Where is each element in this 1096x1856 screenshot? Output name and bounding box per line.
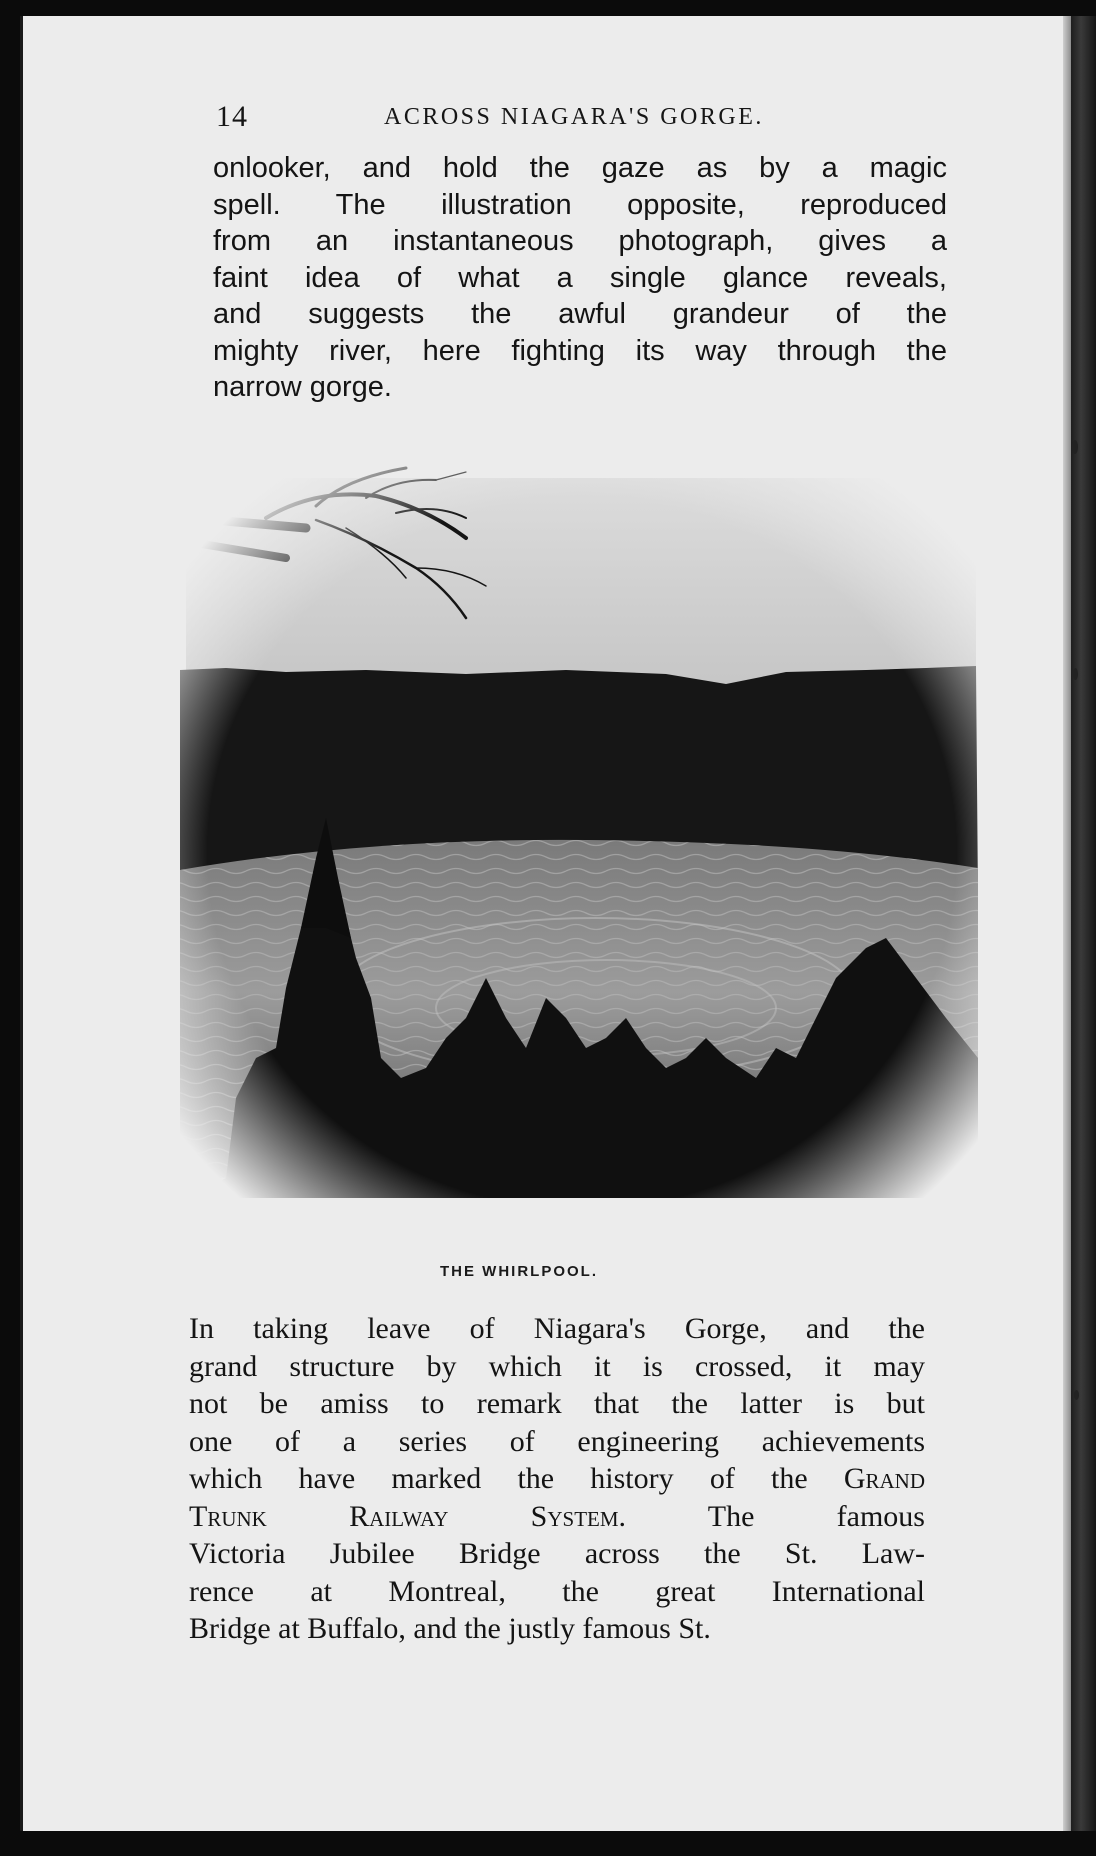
text-line: one of a series of engineering achievements [189,1424,925,1458]
text-run: which have marked the history of the [189,1462,808,1495]
photo-vignette [166,458,998,1248]
text-line [189,1460,925,1498]
text-line: rence at Montreal, the great International [189,1574,925,1608]
paragraph-bottom [189,1310,925,1648]
scan-fleck [1074,1390,1079,1400]
text-line: mighty river, here fighting its way through the [213,334,947,367]
scan-fleck [1072,440,1078,454]
text-line: onlooker, and hold the gaze as by a magic [213,152,947,184]
text-line: In taking leave of Niagara's Gorge, and the [189,1312,925,1345]
text-line: from an instantaneous photograph, gives a [213,225,947,257]
scan-fleck [1073,668,1078,680]
figure-caption: THE WHIRLPOOL. [440,1263,598,1280]
text-line: narrow gorge. [213,371,392,403]
text-line: Victoria Jubilee Bridge across the St. Law- [189,1537,925,1570]
photo-halftone [166,458,998,1248]
text-run: The famous [707,1499,925,1533]
text-line: Bridge at Buffalo, and the justly famous St. [189,1612,711,1645]
text-line: grand structure by which it is crossed, it may [189,1349,925,1383]
text-line: spell. The illustration opposite, reproduced [213,188,947,221]
running-title: ACROSS NIAGARA'S GORGE. [384,104,764,130]
page-number: 14 [216,100,248,133]
book-spine [1071,16,1096,1831]
text-line: not be amiss to remark that the latter is but [189,1387,925,1420]
small-caps-run: Grand [843,1462,925,1495]
whirlpool-photograph [166,458,998,1248]
text-line: faint idea of what a single glance reveals, [213,261,947,294]
paragraph-top [213,150,947,406]
text-line [189,1498,925,1536]
small-caps-run: Trunk Railway System. [189,1499,627,1533]
running-head [216,100,816,140]
page-edge [1063,16,1071,1831]
text-line: and suggests the awful grandeur of the [213,298,947,330]
